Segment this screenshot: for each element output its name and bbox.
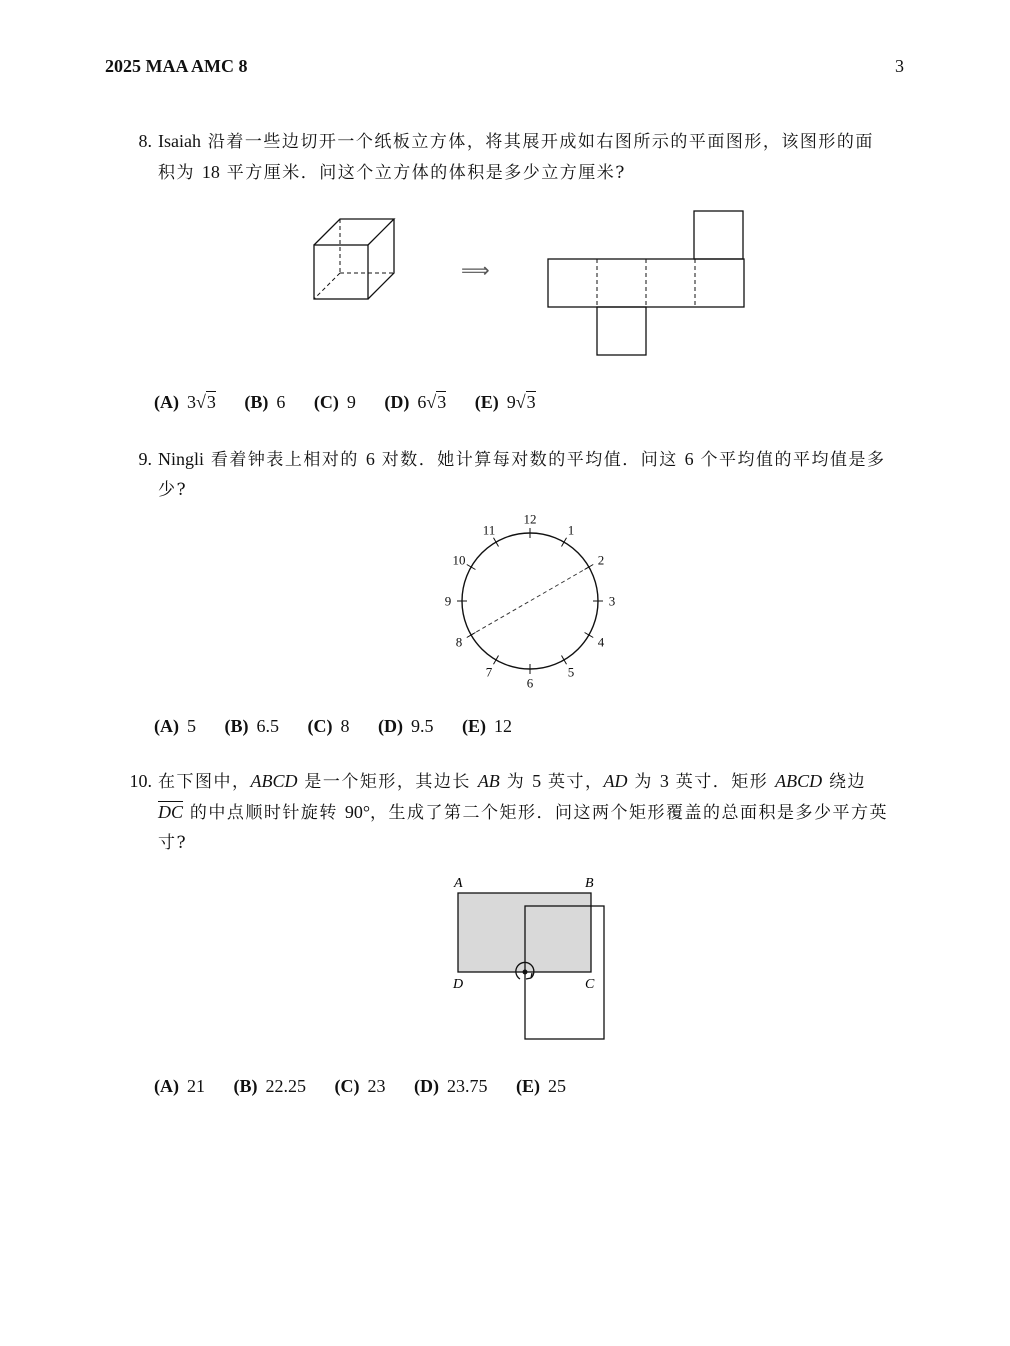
clock-number: 12 (523, 511, 537, 527)
clock-number: 1 (567, 522, 575, 538)
choice-c[interactable]: (C) 9 (313, 392, 356, 412)
clock-tick (585, 565, 594, 570)
page-number: 3 (895, 56, 904, 76)
cube-top-face (314, 219, 394, 245)
label-a: A (454, 876, 463, 891)
problem-number: 9. (138, 449, 152, 469)
label-d: D (453, 977, 464, 992)
problem-number: 8. (138, 131, 152, 151)
clock-number: 7 (485, 664, 493, 680)
clock-diameter-2-8 (471, 567, 589, 635)
choice-e[interactable]: (E) 12 (462, 716, 512, 736)
clock-number: 9 (444, 593, 452, 609)
problem-10 (120, 766, 910, 858)
problem-9-choices (154, 716, 536, 737)
rotation-center (523, 970, 528, 975)
cube-figure (300, 205, 760, 365)
problem-number: 10. (129, 771, 152, 791)
problem-text: Isaiah 沿着一些边切开一个纸板立方体，将其展开成如右图所示的平面图形，该图形的面 积为 18 平方厘米．问这个立方体的体积是多少立方厘米? (158, 131, 874, 183)
problem-8-choices (154, 392, 560, 413)
cube-right-face (368, 219, 394, 299)
choice-c[interactable]: (C) 8 (307, 716, 350, 736)
clock-tick (562, 656, 567, 665)
clock-tick (562, 538, 567, 547)
cube-front-face (314, 245, 368, 299)
choice-e[interactable]: (E) 25 (516, 1076, 566, 1096)
clock-number: 2 (597, 552, 605, 568)
clock-face (462, 533, 598, 669)
choice-e[interactable]: (E) 9√3 (474, 392, 536, 412)
choice-b[interactable]: (B) 6.5 (224, 716, 279, 736)
problem-8 (120, 126, 910, 188)
problem-text: Ningli 看着钟表上相对的 6 对数．她计算每对数的平均值．问这 6 个平均值的平均值是多 少? (158, 449, 886, 500)
clock-number: 6 (526, 675, 534, 691)
clock-tick (585, 633, 594, 638)
problem-10-choices (154, 1076, 590, 1097)
choice-b[interactable]: (B) 6 (244, 392, 286, 412)
problem-text: 在下图中，ABCD 是一个矩形，其边长 AB 为 5 英寸，AD 为 3 英寸．矩形 ABCD 绕边 $\overline{DC}$ 的中点顺时针旋转 90°，生成了第二个矩形．问这两个矩形覆盖的总面积是多少平方英 寸? (158, 771, 889, 853)
clock-number: 8 (455, 634, 463, 650)
clock-tick (494, 538, 499, 547)
header-title: 2025 MAA AMC 8 (105, 56, 248, 76)
choice-b[interactable]: (B) 22.25 (233, 1076, 306, 1096)
clock-number: 11 (482, 522, 496, 538)
clock-tick (494, 656, 499, 665)
clock-number: 4 (597, 634, 605, 650)
clock-number: 5 (567, 664, 575, 680)
clock-number: 10 (452, 552, 466, 568)
choice-d[interactable]: (D) 6√3 (384, 392, 447, 412)
label-c: C (585, 977, 595, 992)
clock-figure (430, 505, 630, 695)
cube-net (548, 211, 744, 355)
choice-c[interactable]: (C) 23 (334, 1076, 386, 1096)
transform-arrow: ⟹ (461, 260, 490, 282)
clock-tick (467, 633, 476, 638)
choice-d[interactable]: (D) 9.5 (378, 716, 434, 736)
rectangles-figure (445, 872, 625, 1047)
label-b: B (585, 876, 594, 891)
clock-number: 3 (608, 593, 616, 609)
clock-tick (467, 565, 476, 570)
choice-a[interactable]: (A) 21 (154, 1076, 205, 1096)
choice-d[interactable]: (D) 23.75 (414, 1076, 488, 1096)
choice-a[interactable]: (A) 5 (154, 716, 196, 736)
choice-a[interactable]: (A) 3√3 (154, 392, 216, 412)
problem-9 (120, 444, 910, 505)
